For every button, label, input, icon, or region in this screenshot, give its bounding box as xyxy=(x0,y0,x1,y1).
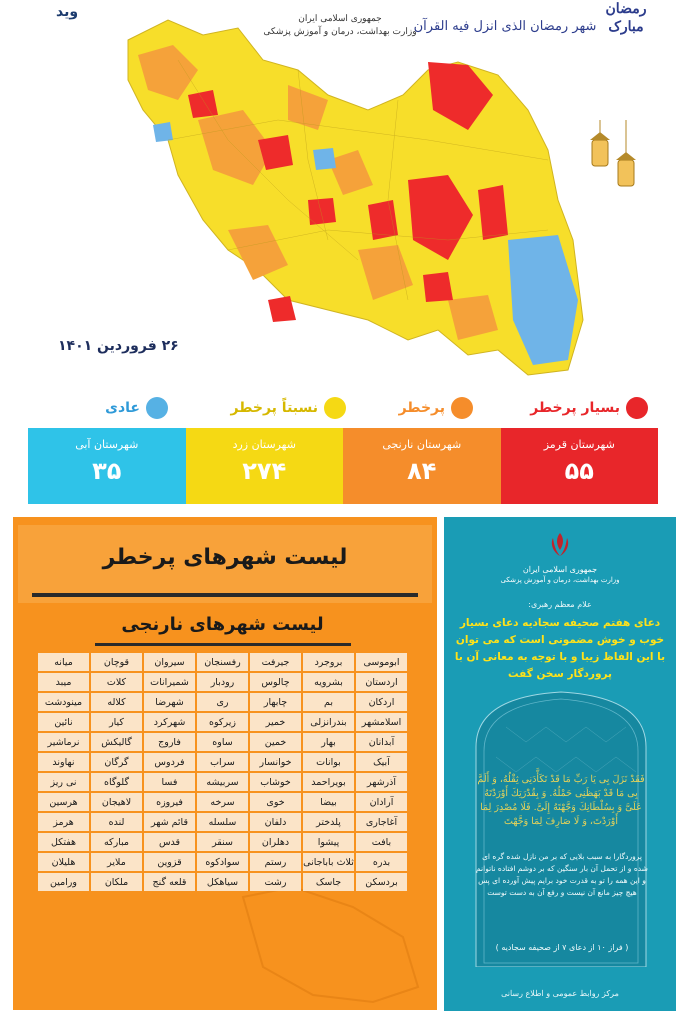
city-cell: هفتکل xyxy=(38,833,89,851)
iran-risk-map xyxy=(28,0,658,390)
city-cell: رشت xyxy=(250,873,301,891)
city-cell: فاروج xyxy=(144,733,195,751)
table-row xyxy=(38,673,407,691)
city-cell: رودبار xyxy=(197,673,248,691)
city-cell: ملکان xyxy=(91,873,142,891)
city-cell: بندرانزلی xyxy=(303,713,354,731)
city-cell: پیشوا xyxy=(303,833,354,851)
count-label: شهرستان قرمز xyxy=(543,438,615,451)
city-cell: خوی xyxy=(250,793,301,811)
city-cell: قائم شهر xyxy=(144,813,195,831)
city-cell: رفسنجان xyxy=(197,653,248,671)
city-cell: بدره xyxy=(356,853,407,871)
table-row xyxy=(38,653,407,671)
city-cell: قوچان xyxy=(91,653,142,671)
iran-emblem-icon xyxy=(545,530,575,560)
teal-footer: مرکز روابط عمومی و اطلاع رسانی xyxy=(501,989,619,998)
count-value: ۸۴ xyxy=(407,457,437,485)
city-cell: خوشاب xyxy=(250,773,301,791)
city-cell: نهاوند xyxy=(38,753,89,771)
teal-ministry-line1: جمهوری اسلامی ایران xyxy=(522,565,598,574)
table-row xyxy=(38,813,407,831)
city-cell: قزوین xyxy=(144,853,195,871)
table-row xyxy=(38,873,407,891)
city-cell: ری xyxy=(197,693,248,711)
prayer-translation: پروردگارا به سبب بلایی که بر من نازل شده گره ای شده و از تحمل آن بار سنگین که بر دوشم افتاده ناتوانم و این همه را تو به قدرت خود برایم پیش آورده ای پس هیچ چیز مانع آن نیست و رفع آن به دست توست xyxy=(476,852,648,897)
city-cell: آبیک xyxy=(356,753,407,771)
city-cell: شمیرانات xyxy=(144,673,195,691)
city-cell: فیروزه xyxy=(144,793,195,811)
city-cell: جیرفت xyxy=(250,653,301,671)
legend-label: نسبتاً پرخطر xyxy=(230,400,318,416)
city-cell: ابوموسی xyxy=(356,653,407,671)
ministry-header xyxy=(260,14,420,37)
city-cell: بافت xyxy=(356,833,407,851)
count-blue xyxy=(28,428,186,504)
title-underline xyxy=(32,593,418,597)
ministry-line2: وزارت بهداشت، درمان و آموزش پزشکی xyxy=(263,27,417,37)
city-cell: نی ریز xyxy=(38,773,89,791)
lantern-icon xyxy=(586,120,646,210)
city-cell: بم xyxy=(303,693,354,711)
city-cell: چالوس xyxy=(250,673,301,691)
city-cell: پلدختر xyxy=(303,813,354,831)
prayer-panel xyxy=(444,517,676,1011)
city-cell: مینودشت xyxy=(38,693,89,711)
city-cell: رستم xyxy=(250,853,301,871)
count-label: شهرستان زرد xyxy=(232,438,296,451)
city-cell: هرسین xyxy=(38,793,89,811)
legend-normal xyxy=(105,394,168,422)
city-cell: ساوه xyxy=(197,733,248,751)
city-cell: سربیشه xyxy=(197,773,248,791)
map-area xyxy=(28,0,658,390)
city-cell: سیروان xyxy=(144,653,195,671)
table-row xyxy=(38,773,407,791)
city-cell: میبد xyxy=(38,673,89,691)
prayer-reference: ( فراز ۱۰ از دعای ۷ از صحیفه سجادیه ) xyxy=(495,943,629,952)
county-counts xyxy=(28,428,658,504)
city-cell: گرگان xyxy=(91,753,142,771)
risk-legend xyxy=(28,390,658,426)
city-cell: بشرویه xyxy=(303,673,354,691)
city-cell: بهار xyxy=(303,733,354,751)
corner-brand: ويد xyxy=(56,4,79,20)
city-cell: فسا xyxy=(144,773,195,791)
city-cell: آذرشهر xyxy=(356,773,407,791)
ramadan-banner: شهر رمضان الذی انزل فیه القرآن xyxy=(413,19,597,34)
ministry-line1: جمهوری اسلامی ایران xyxy=(298,14,382,24)
city-cell: هرمز xyxy=(38,813,89,831)
city-cell: خوانسار xyxy=(250,753,301,771)
city-cell: هلیلان xyxy=(38,853,89,871)
city-cell: بروجرد xyxy=(303,653,354,671)
legend-dot-red xyxy=(626,397,648,419)
city-cell: آغاجاری xyxy=(356,813,407,831)
ramadan-logo: رمضان مبارک xyxy=(605,1,647,35)
city-cell: ثلاث باباجانی xyxy=(303,853,354,871)
city-cell: ملایر xyxy=(91,853,142,871)
city-cell: بویراحمد xyxy=(303,773,354,791)
legend-dot-blue xyxy=(146,397,168,419)
city-cell: سرخه xyxy=(197,793,248,811)
city-cell: ورامین xyxy=(38,873,89,891)
city-cell: دهلران xyxy=(250,833,301,851)
city-cell: لاهیجان xyxy=(91,793,142,811)
legend-very-high xyxy=(530,394,648,422)
legend-dot-yellow xyxy=(324,397,346,419)
city-cell: خمین xyxy=(250,733,301,751)
legend-label: عادی xyxy=(105,400,140,416)
city-cell: مبارکه xyxy=(91,833,142,851)
table-row xyxy=(38,693,407,711)
map-date: ۲۶ فروردین ۱۴۰۱ xyxy=(58,338,179,354)
city-cell: سوادکوه xyxy=(197,853,248,871)
city-cell: لنده xyxy=(91,813,142,831)
city-cell: دلفان xyxy=(250,813,301,831)
city-cell: اسلامشهر xyxy=(356,713,407,731)
quote-source: علام معظم رهبری: xyxy=(528,600,592,609)
city-cell: آبدانان xyxy=(356,733,407,751)
city-cell: بوانات xyxy=(303,753,354,771)
covid-map-poster xyxy=(28,0,658,504)
city-cell: اردکان xyxy=(356,693,407,711)
city-cell: گلوگاه xyxy=(91,773,142,791)
city-cell: بردسکن xyxy=(356,873,407,891)
city-cell: سنقر xyxy=(197,833,248,851)
city-cell: سیاهکل xyxy=(197,873,248,891)
legend-medium xyxy=(231,394,346,422)
city-cell: قدس xyxy=(144,833,195,851)
teal-ministry-header xyxy=(444,565,676,584)
count-value: ۵۵ xyxy=(564,457,594,485)
city-cell: شهرکرد xyxy=(144,713,195,731)
city-cell: گالیکش xyxy=(91,733,142,751)
orange-cities-table xyxy=(36,651,409,893)
count-orange xyxy=(343,428,501,504)
map-outline-decoration xyxy=(233,877,423,1007)
table-row xyxy=(38,793,407,811)
city-cell: چابهار xyxy=(250,693,301,711)
city-cell: سلسله xyxy=(197,813,248,831)
table-row xyxy=(38,713,407,731)
city-cell: شهرضا xyxy=(144,693,195,711)
city-cell: سراب xyxy=(197,753,248,771)
count-value: ۳۵ xyxy=(92,457,122,485)
city-cell: نرماشیر xyxy=(38,733,89,751)
city-cell: فردوس xyxy=(144,753,195,771)
legend-dot-orange xyxy=(451,397,473,419)
count-label: شهرستان نارنجی xyxy=(382,438,462,451)
teal-ministry-line2: وزارت بهداشت، درمان و آموزش پزشکی xyxy=(500,576,620,584)
table-row xyxy=(38,733,407,751)
count-red xyxy=(501,428,659,504)
city-cell: نائین xyxy=(38,713,89,731)
count-label: شهرستان آبی xyxy=(75,438,139,451)
legend-label: بسیار پرخطر xyxy=(530,400,620,416)
city-cell: کلات xyxy=(91,673,142,691)
city-cell: میانه xyxy=(38,653,89,671)
city-cell: کیار xyxy=(91,713,142,731)
city-cell: بیضا xyxy=(303,793,354,811)
table-row xyxy=(38,853,407,871)
list-title: لیست شهرهای پرخطر xyxy=(102,545,348,570)
city-cell: زیرکوه xyxy=(197,713,248,731)
table-row xyxy=(38,833,407,851)
legend-label: پرخطر xyxy=(398,400,445,416)
quote-text: دعای هفتم صحیفه سجادیه دعای بسیار خوب و خوش مضمونی است که می توان با این الفاظ زیبا و با توجه به معانی آن با پروردگار سخن گفت xyxy=(454,617,666,680)
subtitle-underline xyxy=(95,643,351,646)
table-row xyxy=(38,753,407,771)
arabic-prayer: فَقَدْ نَزَلَ بِی یَا رَبِّ مَا قَدْ تَكَأَّدَنِی ثِقْلُهُ، وَ أَلَمَّ بِی مَا قَدْ بَهَظَنِی حَمْلُهُ. وَ بِقُدْرَتِكَ أَوْرَدْتَهُ عَلَیَّ وَ بِسُلْطَانِكَ وَجَّهْتَهُ إِلَیَّ. فَلَا مُصْدِرَ لِمَا أَوْرَدْتَ، وَ لَا صَارِفَ لِمَا وَجَّهْتَ xyxy=(477,774,645,827)
city-cell: خمیر xyxy=(250,713,301,731)
orange-list-title: لیست شهرهای نارنجی xyxy=(121,614,324,635)
city-cell: اردستان xyxy=(356,673,407,691)
legend-high xyxy=(399,394,473,422)
count-value: ۲۷۴ xyxy=(242,457,287,485)
city-cell: آرادان xyxy=(356,793,407,811)
count-yellow xyxy=(186,428,344,504)
city-cell: قلعه گنج xyxy=(144,873,195,891)
city-cell: جاسک xyxy=(303,873,354,891)
city-cell: کلاله xyxy=(91,693,142,711)
list-title-bar xyxy=(18,525,432,603)
